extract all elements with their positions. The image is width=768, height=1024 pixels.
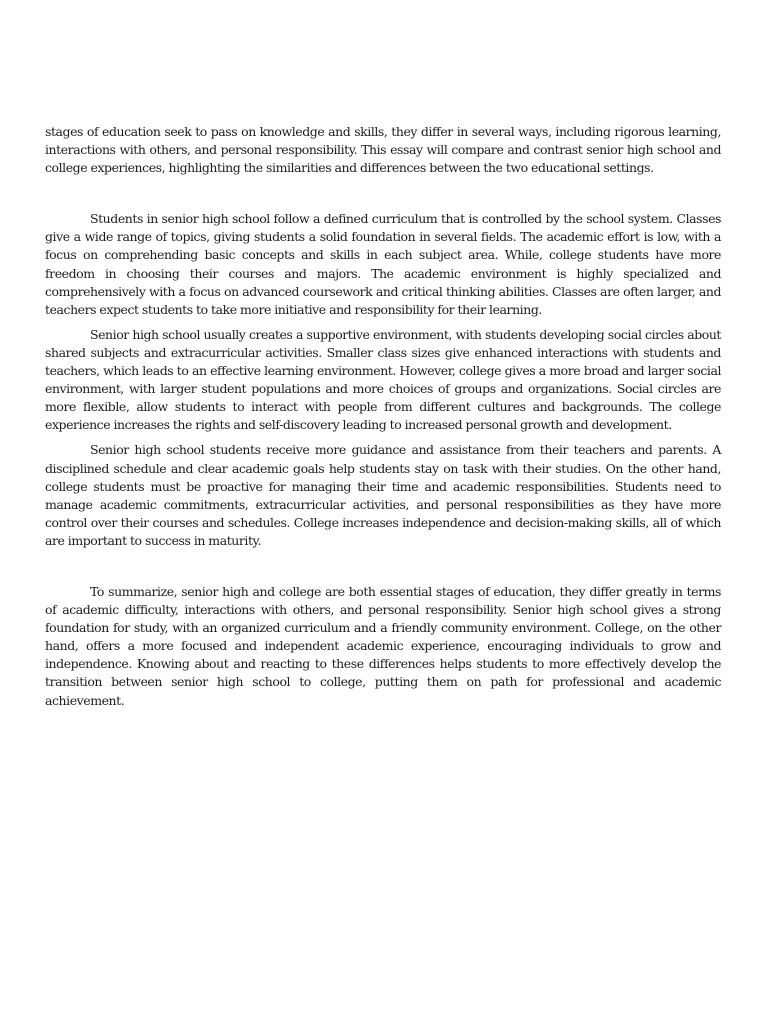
- paragraph-social-interactions: Senior high school usually creates a supportive environment, with students developing social circles about shared subjects and extracurricular activities. Smaller class sizes give enhanced interactions with students and teachers, which leads to an effective learning environment. However, college gives a more broad and larger social environment, with larger student populations and more choices of groups and organizations. Social circles are more flexible, allow students to interact with people from different cultures and backgrounds. The college experience increases the rights and self-discovery leading to increased personal growth and development.: [45, 326, 721, 433]
- paragraph-intro-continuation: stages of education seek to pass on knowledge and skills, they differ in several ways, including rigorous learning, interactions with others, and personal responsibility. This essay will compare and contrast senior high school and college experiences, highlighting the similarities and differences between the two educational settings.: [45, 124, 721, 176]
- paragraph-conclusion: To summarize, senior high and college are both essential stages of education, they differ greatly in terms of academic difficulty, interactions with others, and personal responsibility. Senior high school gives a strong foundation for study, with an organized curriculum and a friendly community environment. College, on the other hand, offers a more focused and independent academic experience, encouraging individuals to grow and independence. Knowing about and reacting to these differences helps students to more effectively develop the transition between senior high school to college, putting them on path for professional and academic achievement.: [45, 583, 721, 708]
- paragraph-academic-rigor: Students in senior high school follow a defined curriculum that is controlled by the school system. Classes give a wide range of topics, giving students a solid foundation in several fields. The academic effort is low, with a focus on comprehending basic concepts and skills in each subject area. While, college students have more freedom in choosing their courses and majors. The academic environment is highly specialized and comprehensively with a focus on advanced coursework and critical thinking abilities. Classes are often larger, and teachers expect students to take more initiative and responsibility for their learning.: [45, 211, 721, 317]
- document-body: [45, 123, 721, 710]
- paragraph-personal-responsibility: Senior high school students receive more guidance and assistance from their teachers and parents. A disciplined schedule and clear academic goals help students stay on task with their studies. On the other hand, college students must be proactive for managing their time and academic responsibilities. Students need to manage academic commitments, extracurricular activities, and personal responsibilities as they have more control over their courses and schedules. College increases independence and decision-making skills, all of which are important to success in maturity.: [45, 442, 721, 548]
